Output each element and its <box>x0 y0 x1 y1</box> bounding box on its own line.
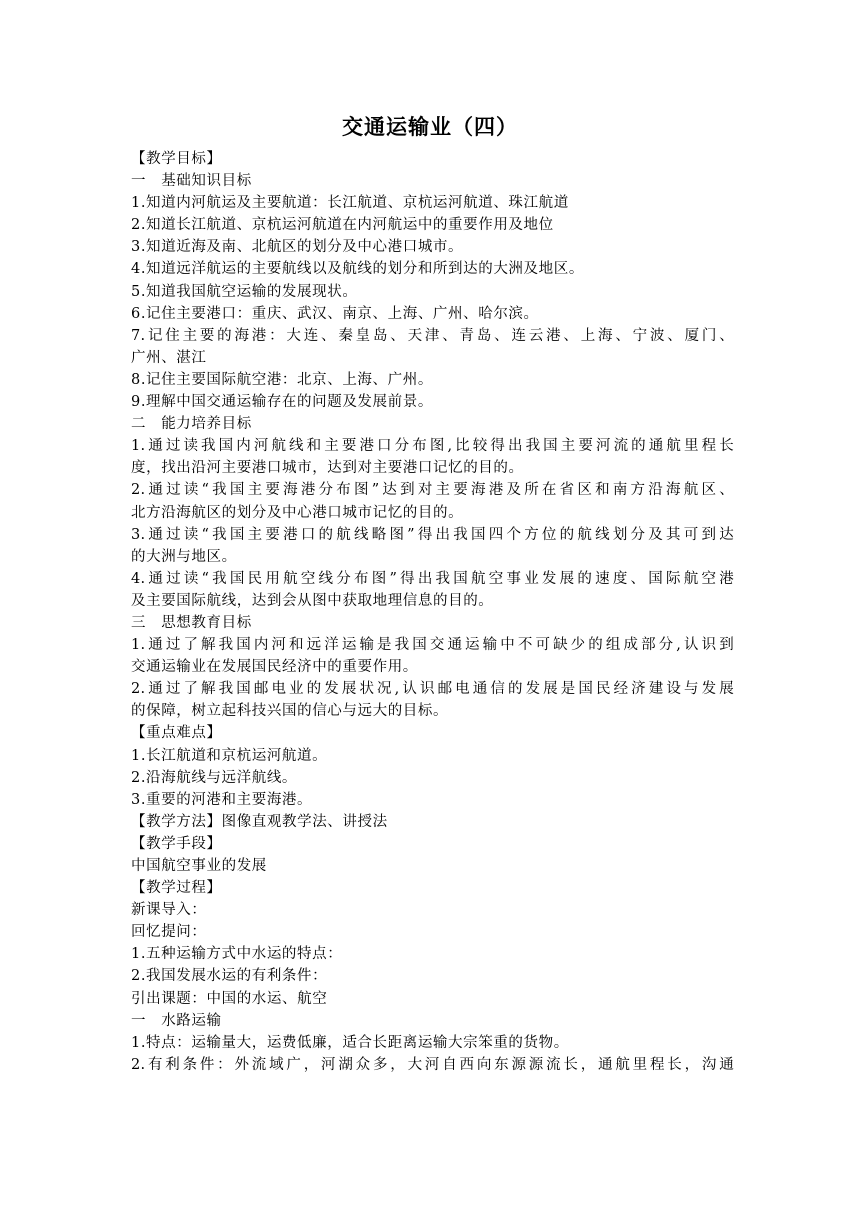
section-water-transport: 一 水路运输 <box>131 1012 222 1029</box>
text-line: 4.通过读“我国民用航空线分布图”得出我国航空事业发展的速度、国际航空港 <box>131 570 734 587</box>
text-line: 3.重要的河港和主要海港。 <box>131 791 313 808</box>
text-line: 2.通过了解我国邮电业的发展状况,认识邮电通信的发展是国民经济建设与发展 <box>131 681 734 698</box>
document-body <box>131 148 734 1076</box>
section-moral-education: 三 思想教育目标 <box>131 614 252 631</box>
text-line: 的大洲与地区。 <box>131 548 237 565</box>
document-title: 交通运输业（四） <box>342 115 518 139</box>
text-line: 2.沿海航线与远洋航线。 <box>131 769 298 786</box>
text-line: 3.通过读“我国主要港口的航线略图”得出我国四个方位的航线划分及其可到达 <box>131 526 734 543</box>
text-line: 5.知道我国航空运输的发展现状。 <box>131 283 358 300</box>
text-line: 新课导入： <box>131 902 207 919</box>
heading-teaching-objectives: 【教学目标】 <box>131 151 222 167</box>
text-line: 1.通过读我国内河航线和主要港口分布图,比较得出我国主要河流的通航里程长 <box>131 438 734 455</box>
text-line: 2.有利条件：外流域广，河湖众多，大河自西向东源源流长，通航里程长，沟通 <box>131 1056 734 1073</box>
section-ability-training: 二 能力培养目标 <box>131 416 252 433</box>
text-line: 度，找出沿河主要港口城市，达到对主要港口记忆的目的。 <box>131 460 524 477</box>
heading-teaching-means: 【教学手段】 <box>131 835 222 852</box>
text-line: 回忆提问： <box>131 924 207 941</box>
text-line: 8.记住主要国际航空港：北京、上海、广州。 <box>131 371 433 388</box>
text-line: 3.知道近海及南、北航区的划分及中心港口城市。 <box>131 239 464 256</box>
text-line: 1.五种运输方式中水运的特点： <box>131 946 343 963</box>
heading-teaching-process: 【教学过程】 <box>131 880 222 897</box>
text-line: 1.通过了解我国内河和远洋运输是我国交通运输中不可缺少的组成部分,认识到 <box>131 637 734 654</box>
text-line: 交通运输业在发展国民经济中的重要作用。 <box>131 659 418 676</box>
text-line: 2.通过读“我国主要海港分布图”达到对主要海港及所在省区和南方沿海航区、 <box>131 482 734 499</box>
text-line: 1.知道内河航运及主要航道：长江航道、京杭运河航道、珠江航道 <box>131 195 569 212</box>
text-line: 2.知道长江航道、京杭运河航道在内河航运中的重要作用及地位 <box>131 217 554 234</box>
text-line: 的保障，树立起科技兴国的信心与远大的目标。 <box>131 703 449 720</box>
text-line: 9.理解中国交通运输存在的问题及发展前景。 <box>131 394 433 411</box>
text-line: 6.记住主要港口：重庆、武汉、南京、上海、广州、哈尔滨。 <box>131 305 539 322</box>
text-line: 1.特点：运输量大，运费低廉，适合长距离运输大宗笨重的货物。 <box>131 1034 569 1051</box>
text-line: 引出课题：中国的水运、航空 <box>131 990 328 1007</box>
text-line: 4.知道远洋航运的主要航线以及航线的划分和所到达的大洲及地区。 <box>131 261 584 278</box>
text-line: 北方沿海航区的划分及中心港口城市记忆的目的。 <box>131 504 464 521</box>
text-line: 中国航空事业的发展 <box>131 858 267 874</box>
text-line: 7.记住主要的海港：大连、秦皇岛、天津、青岛、连云港、上海、宁波、厦门、 <box>131 327 734 344</box>
heading-teaching-method: 【教学方法】图像直观教学法、讲授法 <box>131 813 388 830</box>
heading-key-points: 【重点难点】 <box>131 725 222 742</box>
text-line: 2.我国发展水运的有利条件： <box>131 968 328 985</box>
section-basic-knowledge: 一 基础知识目标 <box>131 173 252 190</box>
text-line: 1.长江航道和京杭运河航道。 <box>131 747 328 764</box>
text-line: 广州、湛江 <box>131 349 207 366</box>
text-line: 及主要国际航线，达到会从图中获取地理信息的目的。 <box>131 592 494 609</box>
